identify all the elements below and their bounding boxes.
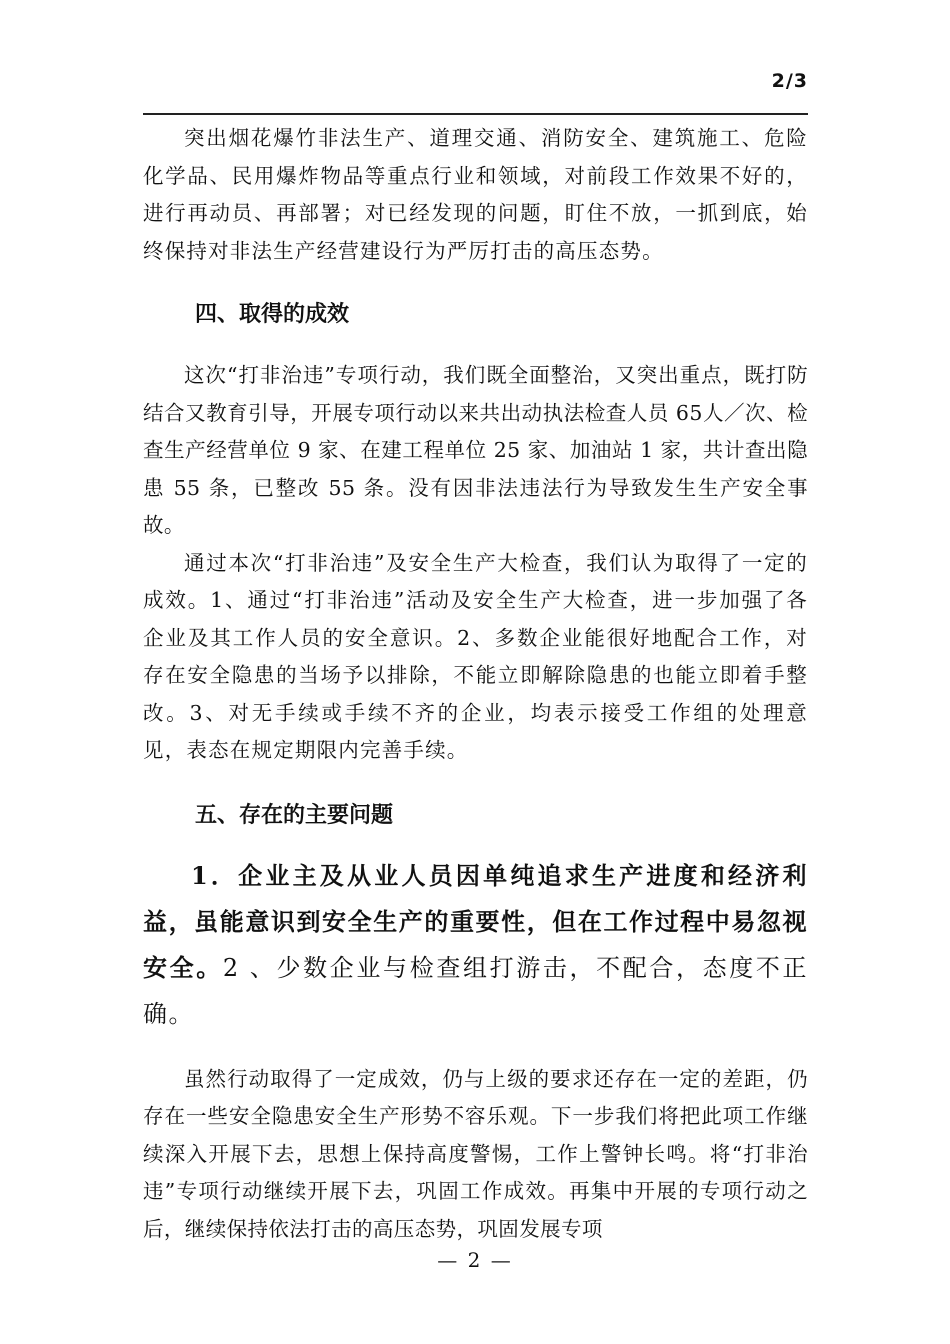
page-indicator: 2/3 — [771, 70, 808, 92]
page-number: — 2 — — [437, 1248, 513, 1272]
problems-paragraph — [143, 853, 808, 1037]
section-5-paragraph: 虽然行动取得了一定成效，仍与上级的要求还存在一定的差距，仍存在一些安全隐患安全生产形势不容乐观。下一步我们将把此项工作继续深入开展下去，思想上保持高度警惕，工作上警钟长鸣。将“打非治违”专项行动继续开展下去，巩固工作成效。再集中开展的专项行动之后，继续保持依法打击的高压态势，巩固发展专项 — [143, 1066, 808, 1241]
section-4-paragraph-1: 这次“打非治违”专项行动，我们既全面整治，又突出重点，既打防结合又教育引导，开展专项行动以来共出动执法检查人员 65人／次、检查生产经营单位 9 家、在建工程单位 25 家、加油站 1 家，共计查出隐患 55 条，已整改 55 条。没有因非法违法行为导致发生生产安全事故。 — [143, 363, 808, 537]
intro-paragraph: 突出烟花爆竹非法生产、道理交通、消防安全、建筑施工、危险化学品、民用爆炸物品等重点行业和领域，对前段工作效果不好的，进行再动员、再部署；对已经发现的问题，盯住不放，一抓到底，始终保持对非法生产经营建设行为严厉打击的高压态势。 — [143, 126, 808, 263]
section-4-heading: 四、取得的成效 — [195, 302, 350, 327]
section-5-heading: 五、存在的主要问题 — [195, 802, 394, 828]
header-rule — [143, 113, 808, 115]
document-body — [143, 120, 808, 1248]
section-4-paragraph-2: 通过本次“打非治违”及安全生产大检查，我们认为取得了一定的成效。1、通过“打非治违”活动及安全生产大检查，进一步加强了各企业及其工作人员的安全意识。2、多数企业能很好地配合工作，对存在安全隐患的当场予以排除，不能立即解除隐患的也能立即着手整改。3、对无手续或手续不齐的企业，均表示接受工作组的处理意见，表态在规定期限内完善手续。 — [143, 550, 808, 762]
problem-2-text: 2 、少数企业与检查组打游击，不配合，态度不正确。 — [143, 953, 808, 1028]
problem-1-text: 1．企业主及从业人员因单纯追求生产进度和经济利益，虽能意识到安全生产的重要性，但在工作过程中易忽视安全。 — [143, 860, 808, 982]
